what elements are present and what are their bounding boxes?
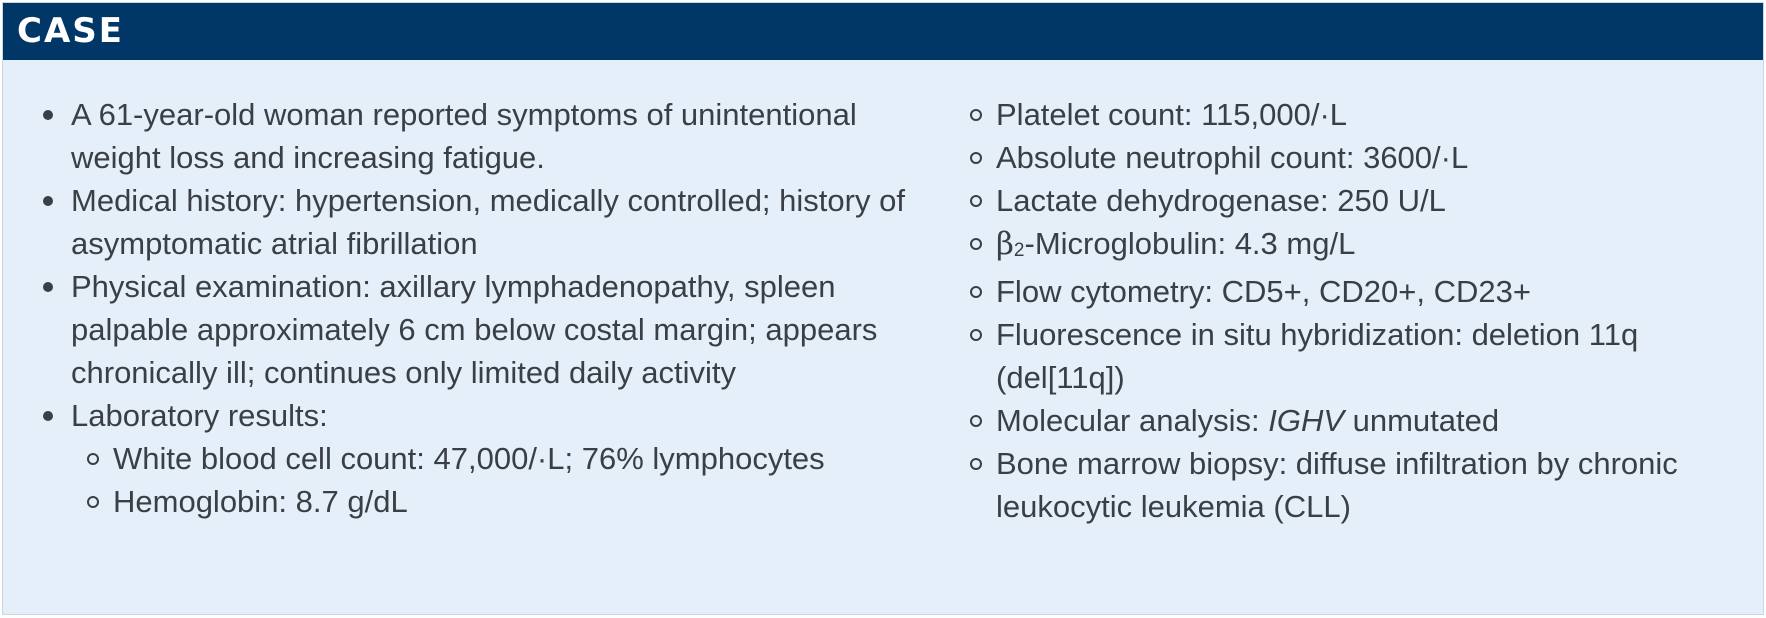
molecular-prefix: Molecular analysis: [996, 403, 1269, 438]
lab-item-molecular [968, 399, 1748, 442]
bullet-presentation: A 61-year-old woman reported symptoms of unintentional weight loss and increasing fatigue. [43, 93, 923, 179]
beta-subscript: 2 [1013, 240, 1025, 261]
lab-item-fish: Fluorescence in situ hybridization: deletion 11q (del[11q]) [968, 313, 1748, 399]
lab-item-platelet: Platelet count: 115,000/·L [968, 93, 1748, 136]
bullet-lab-results [43, 394, 923, 437]
molecular-gene: IGHV [1268, 403, 1345, 438]
lab-item-marrow: Bone marrow biopsy: diffuse infiltration by chronic leukocytic leukemia (CLL) [968, 442, 1748, 528]
lab-item-b2m [968, 222, 1748, 270]
beta-symbol: β [996, 226, 1014, 262]
case-bullet-list [43, 93, 923, 437]
left-column [43, 93, 923, 523]
lab-sublist-right [968, 93, 1748, 528]
lab-item-hemoglobin: Hemoglobin: 8.7 g/dL [85, 480, 923, 523]
lab-item-anc: Absolute neutrophil count: 3600/·L [968, 136, 1748, 179]
lab-results-heading: Laboratory results: [71, 398, 328, 433]
lab-item-ldh: Lactate dehydrogenase: 250 U/L [968, 179, 1748, 222]
lab-sublist-left [43, 437, 923, 523]
bullet-physical-exam: Physical examination: axillary lymphadenopathy, spleen palpable approximately 6 cm below costal margin; appears chronically ill; continues only limited daily activity [43, 265, 923, 394]
right-column [968, 93, 1748, 528]
bullet-medical-history: Medical history: hypertension, medically controlled; history of asymptomatic atrial fibrillation [43, 179, 923, 265]
case-header: CASE [3, 3, 1763, 60]
case-box [2, 2, 1764, 615]
lab-item-flow: Flow cytometry: CD5+, CD20+, CD23+ [968, 270, 1748, 313]
molecular-suffix: unmutated [1344, 403, 1500, 438]
b2m-text: -Microglobulin: 4.3 mg/L [1024, 226, 1356, 261]
lab-item-wbc: White blood cell count: 47,000/·L; 76% lymphocytes [85, 437, 923, 480]
